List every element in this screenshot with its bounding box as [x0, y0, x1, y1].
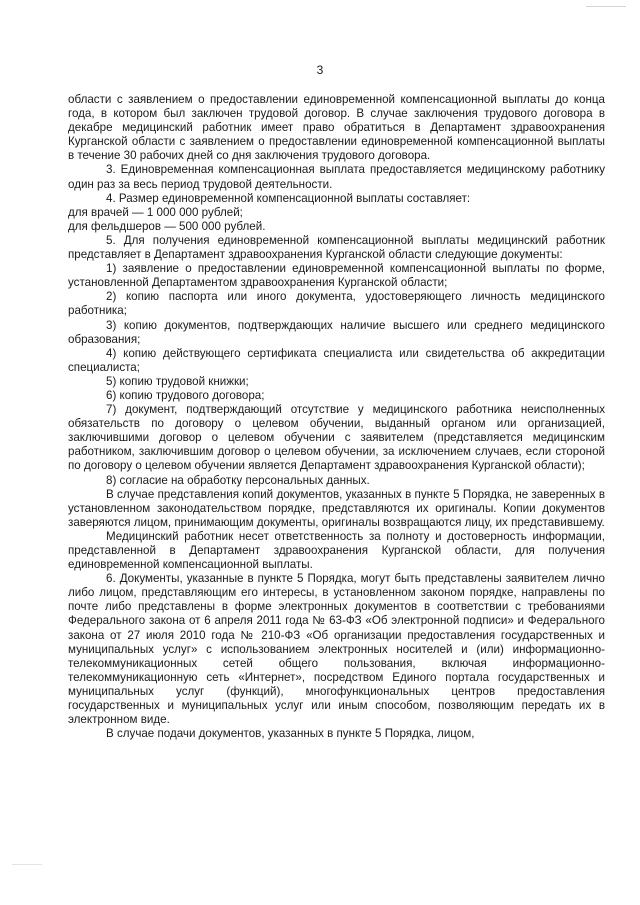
- paragraph-3: 4. Размер единовременной компенсационной выплаты составляет:: [106, 191, 471, 205]
- list-item-8: 8) согласие на обработку персональных данных.: [106, 473, 370, 487]
- paragraph-6: 5. Для получения единовременной компенсационной выплаты медицинский работник представляет в Департамент здравоохранения Курганской области следующие документы:: [68, 233, 605, 262]
- paragraph-4: для врачей — 1 000 000 рублей;: [68, 205, 243, 219]
- list-item-6: 6) копию трудового договора;: [106, 388, 265, 402]
- paragraph-1: области с заявлением о предоставлении единовременной компенсационной выплаты до конца года, в котором был заключен трудовой договор. В случае заключения трудового договора в декабре медицинский работник имеет право обратиться в Департамент здравоохранения Курганской области с заявлением о предоставлении единовременной компенсационной выплаты в течение 30 рабочих дней со дня заключения трудового договора.: [68, 93, 605, 163]
- list-item-4: 4) копию действующего сертификата специалиста или свидетельства об аккредитации специалиста;: [68, 346, 605, 374]
- scan-artifact: [586, 6, 626, 7]
- page-number: 3: [316, 63, 324, 77]
- paragraph-2: 3. Единовременная компенсационная выплата предоставляется медицинскому работнику один раз за весь период трудовой деятельности.: [68, 163, 605, 191]
- paragraph-7: В случае представления копий документов, указанных в пункте 5 Порядка, не заверенных в установленном законодательством порядке, представляются их оригиналы. Копии документов заверяются лицом, принимающим документы, оригиналы возвращаются лицу, их представившему.: [68, 487, 605, 529]
- list-item-7: 7) документ, подтверждающий отсутствие у медицинского работника неисполненных обязательств по договору о целевом обучении, выданный органом или организацией, заключившими договор о целевом обучении с заявителем (представляется медицинским работником, заключившим договор о целевом обучении, за исключением случаев, если стороной по договору о целевом обучении является Департамент здравоохранения Курганской области);: [68, 403, 605, 473]
- paragraph-9: 6. Документы, указанные в пункте 5 Порядка, могут быть представлены заявителем лично либо лицом, представляющим его интересы, в установленном законом порядке, направлены по почте либо представлены в форме электронных документов в соответствии с требованиями Федерального закона от 6 апреля 2011 года № 63-ФЗ «Об электронной подписи» и Федерального закона от 27 июля 2010 года № 210-ФЗ «Об организации предоставления государственных и муниципальных услуг» с использованием электронных носителей и (или) информационно-телекоммуникационных сетей общего пользования, включая информационно-телекоммуникационную сеть «Интернет», посредством Единого портала государственных и муниципальных услуг (функций), многофункциональных центров предоставления государственных и муниципальных услуг или иным способом, позволяющим передать их в электронном виде.: [68, 572, 605, 727]
- paragraph-8: Медицинский работник несет ответственность за полноту и достоверность информации, представленной в Департамент здравоохранения Курганской области, для получения единовременной компенсационной выплаты.: [68, 529, 605, 572]
- list-item-1: 1) заявление о предоставлении единовременной компенсационной выплаты по форме, установленной Департаментом здравоохранения Курганской области;: [68, 262, 605, 290]
- scan-artifact: [12, 864, 42, 865]
- list-item-5: 5) копию трудовой книжки;: [106, 374, 249, 388]
- document-body: [68, 93, 605, 741]
- list-item-3: 3) копию документов, подтверждающих наличие высшего или среднего медицинского образования;: [68, 318, 605, 346]
- paragraph-10: В случае подачи документов, указанных в пункте 5 Порядка, лицом,: [106, 727, 475, 741]
- paragraph-5: для фельдшеров — 500 000 рублей.: [68, 219, 266, 233]
- list-item-2: 2) копию паспорта или иного документа, удостоверяющего личность медицинского работника;: [68, 290, 605, 318]
